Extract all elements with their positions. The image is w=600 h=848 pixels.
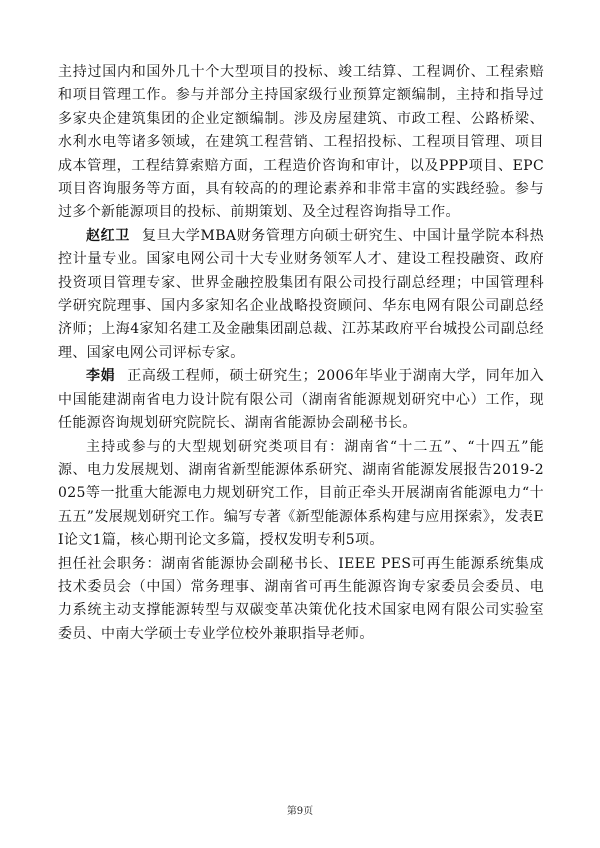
- paragraph-research-projects: [58, 436, 544, 553]
- paragraph-text: 担任社会职务：湖南省能源协会副秘书长、IEEE PES可再生能源系统集成技术委员会（中国）常务理事、湖南省可再生能源咨询专家委员会委员、电力系统主动支撑能源转型与双碳变革决策优化技术国家电网有限公司实验室委员、中南大学硕士专业学位校外兼职指导老师。: [58, 555, 544, 642]
- paragraph-text: 正高级工程师，硕士研究生；2006年毕业于湖南大学，同年加入中国能建湖南省电力设计院有限公司（湖南省能源规划研究中心）工作，现任能源咨询规划研究院院长、湖南省能源协会副秘书长。: [58, 368, 544, 432]
- paragraph-text: 复旦大学MBA财务管理方向硕士研究生、中国计量学院本科热控计量专业。国家电网公司十大专业财务领军人才、建设工程投融资、政府投资项目管理专家、世界金融控股集团有限公司投行副总经理；中国管理科学研究院理事、国内多家知名企业战略投资顾问、华东电网有限公司副总经济师；上海4家知名建工及金融集团副总裁、江苏某政府平台城投公司副总经理、国家电网公司评标专家。: [58, 227, 544, 361]
- paragraph-text: 主持或参与的大型规划研究类项目有：湖南省“十二五”、“十四五”能源、电力发展规划、湖南省新型能源体系研究、湖南省能源发展报告2019-2025等一批重大能源电力规划研究工作，目前正牵头开展湖南省能源电力“十五五”发展规划研究工作。编写专著《新型能源体系构建与应用探索》，发表EI论文1篇，核心期刊论文多篇，授权发明专利5项。: [58, 438, 544, 549]
- paragraph-text: 主持过国内和国外几十个大型项目的投标、竣工结算、工程调价、工程索赔和项目管理工作。参与并部分主持国家级行业预算定额编制，主持和指导过多家央企建筑集团的企业定额编制。涉及房屋建筑、市政工程、公路桥梁、水利水电等诸多领域，在建筑工程营销、工程招投标、工程项目管理、项目成本管理，工程结算索赔方面，工程造价咨询和审计，以及PPP项目、EPC项目咨询服务等方面，具有较高的的理论素养和非常丰富的实践经验。参与过多个新能源项目的投标、前期策划、及全过程咨询指导工作。: [58, 64, 544, 221]
- paragraph-li-juan-bio: [58, 365, 544, 435]
- person-name: 李娟: [86, 368, 116, 385]
- person-name: 赵红卫: [86, 227, 130, 244]
- page-number: 第9页: [286, 806, 314, 817]
- paragraph-social-positions: [58, 553, 544, 647]
- paragraph-zhao-hongwei-bio: [58, 225, 544, 365]
- paragraph-project-experience: [58, 61, 544, 225]
- document-body: [58, 61, 544, 646]
